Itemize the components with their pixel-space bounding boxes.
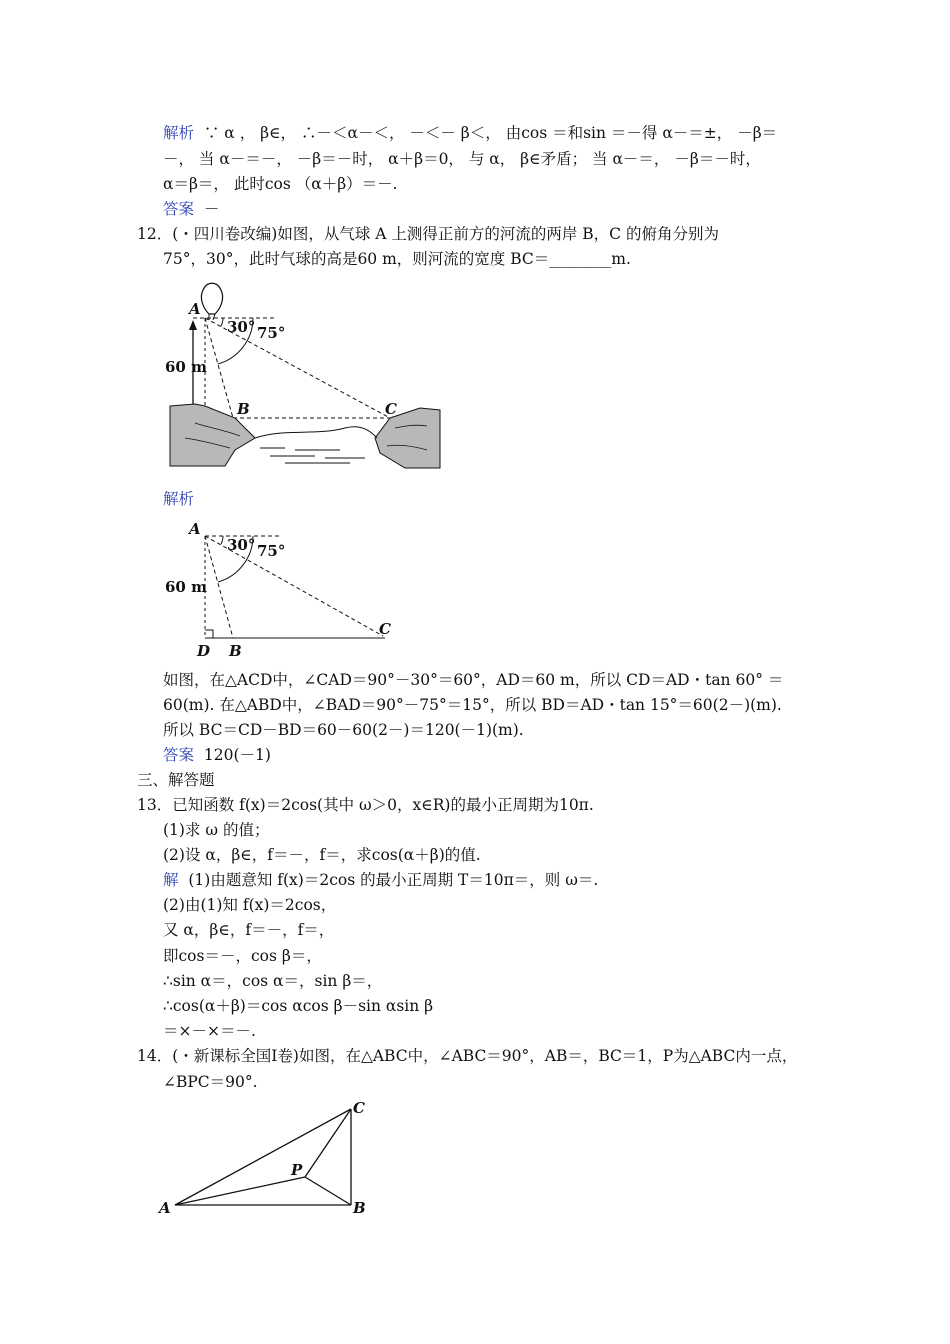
fig1-label-a: A	[189, 300, 201, 318]
q13-solution-line3: 又 α，β∈，f＝－，f＝，	[163, 921, 335, 939]
right-angle-mark	[205, 630, 213, 638]
fig1-height-label: 60 m	[165, 358, 207, 376]
segment-pa	[175, 1177, 305, 1205]
segment-ac	[175, 1109, 351, 1205]
q11-answer-value: －	[203, 200, 220, 218]
q12-solution-line2: 60(m). 在△ABD中，∠BAD＝90°－75°＝15°，所以 BD＝AD・tan 15°＝60(2－)(m).	[163, 696, 782, 714]
q13-solution-line4: 即cos＝－，cos β＝，	[163, 947, 322, 965]
q12-analysis-label: 解析	[163, 490, 195, 508]
fig1-angle-75: 75°	[257, 324, 286, 342]
q14-triangle-figure	[155, 1095, 385, 1220]
q13-solution-line6: ∴cos(α＋β)＝cos αcos β－sin αsin β	[163, 997, 434, 1015]
q12-answer-value: 120(－1)	[203, 746, 271, 764]
fig2-angle-75: 75°	[257, 542, 286, 560]
q11-analysis-line1	[163, 123, 777, 143]
section-heading: 三、解答题	[137, 771, 215, 789]
q13-question-line1: 13．已知函数 f(x)＝2cos(其中 ω＞0，x∈R)的最小正周期为10π.	[137, 796, 594, 814]
q12-balloon-river-figure	[165, 278, 445, 473]
fig2-label-a: A	[189, 520, 201, 538]
fig2-label-b: B	[229, 642, 242, 660]
q12-solution-line1: 如图，在△ACD中，∠CAD＝90°－30°＝60°，AD＝60 m，所以 CD＝AD・tan 60° ＝	[163, 671, 784, 689]
q11-answer-label: 答案	[163, 200, 195, 218]
q11-line1-text: ∵ α ， β∈， ∴－＜α－＜， －＜－ β＜， 由cos ＝和sin ＝－得 α－＝±， －β＝	[203, 124, 778, 142]
q14-question-line1: 14．(・新课标全国Ⅰ卷)如图，在△ABC中，∠ABC＝90°，AB＝，BC＝1，P为△ABC内一点，	[137, 1047, 798, 1065]
segment-pb	[305, 1177, 351, 1205]
q13-solution-text1: (1)由题意知 f(x)＝2cos 的最小正周期 T＝10π＝，则 ω＝.	[188, 871, 599, 889]
q13-solution-line7: ＝×－×＝－.	[163, 1022, 256, 1040]
fig3-label-c: C	[353, 1099, 365, 1117]
q13-question-line3: (2)设 α，β∈，f＝－，f＝，求cos(α＋β)的值.	[163, 846, 481, 864]
segment-pc	[305, 1109, 351, 1177]
fig1-label-b: B	[237, 400, 250, 418]
fig3-label-p: P	[291, 1161, 303, 1179]
q13-question-line2: (1)求 ω 的值；	[163, 821, 270, 839]
fig2-angle-30: 30°	[227, 536, 256, 554]
q11-answer-line	[163, 199, 219, 219]
q11-analysis-line2: －， 当 α－＝－， －β＝－时， α＋β＝0， 与 α， β∈矛盾； 当 α－＝， －β＝－时，	[163, 150, 761, 168]
fig2-height-label: 60 m	[165, 578, 207, 596]
q12-answer-label: 答案	[163, 746, 195, 764]
q12-solution-line3: 所以 BC＝CD－BD＝60－60(2－)＝120(－1)(m).	[163, 721, 524, 739]
fig3-label-b: B	[353, 1199, 366, 1217]
fig1-label-c: C	[385, 400, 397, 418]
fig1-angle-30: 30°	[227, 318, 256, 336]
q13-solution-line2: (2)由(1)知 f(x)＝2cos，	[163, 896, 337, 914]
q13-solution-line1	[163, 870, 598, 890]
balloon-shape	[201, 283, 222, 314]
q11-analysis-label: 解析	[163, 124, 195, 142]
q12-question-line1: 12．(・四川卷改编)如图，从气球 A 上测得正前方的河流的两岸 B，C 的俯角分别为	[137, 225, 719, 243]
q12-geometry-figure	[163, 518, 403, 660]
q13-solution-line5: ∴sin α＝，cos α＝，sin β＝，	[163, 972, 383, 990]
q13-solution-label: 解	[163, 871, 179, 889]
q14-question-line2: ∠BPC＝90°.	[163, 1073, 258, 1091]
fig2-label-d: D	[197, 642, 211, 660]
fig3-label-a: A	[159, 1199, 171, 1217]
q12-answer-line	[163, 745, 271, 765]
q11-analysis-line3: α＝β＝， 此时cos （α＋β）＝－.	[163, 175, 398, 193]
q12-question-line2: 75°，30°，此时气球的高是60 m，则河流的宽度 BC＝________m.	[163, 250, 631, 268]
fig2-label-c: C	[379, 620, 391, 638]
